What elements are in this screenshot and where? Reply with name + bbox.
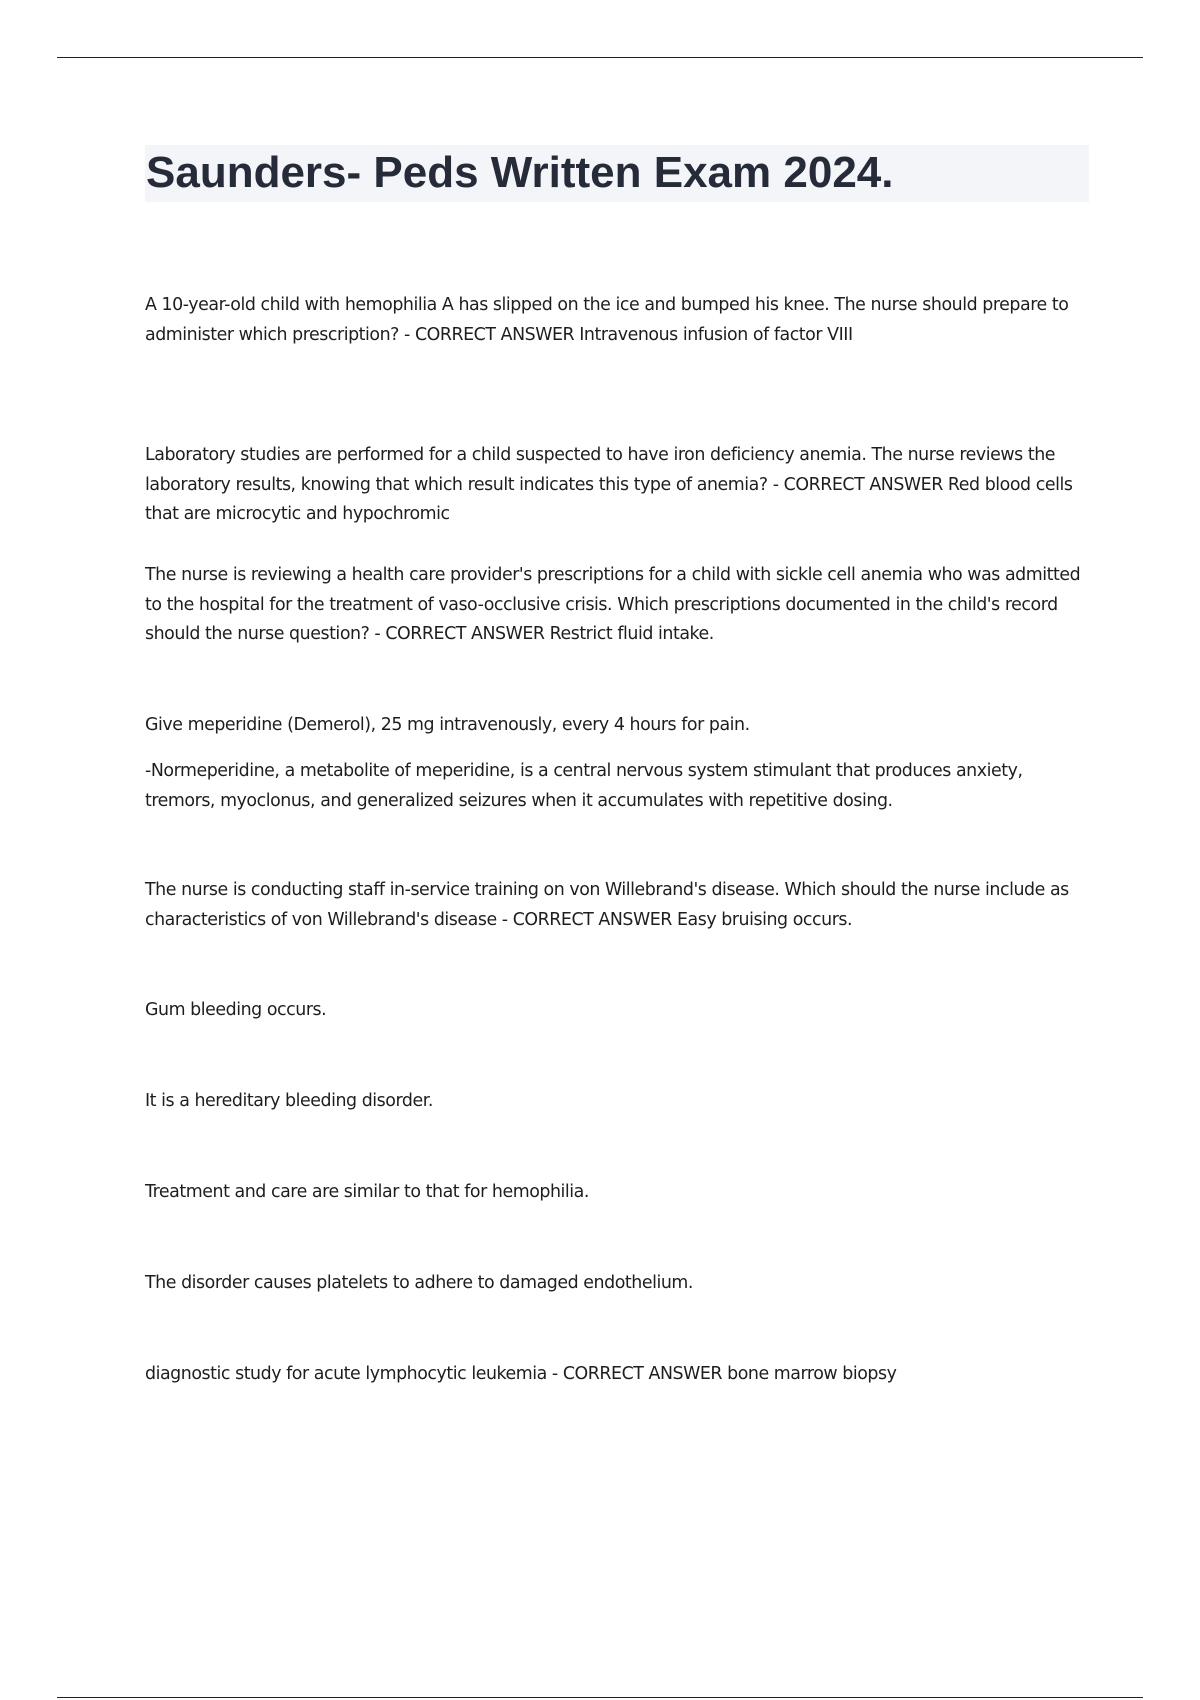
paragraph: Treatment and care are similar to that for hemophilia.	[145, 1182, 589, 1202]
paragraph: The disorder causes platelets to adhere to damaged endothelium.	[145, 1273, 694, 1293]
paragraph: Laboratory studies are performed for a child suspected to have iron deficiency anemia. The nurse reviews the laboratory results, knowing that which result indicates this type of anemia? - CORRECT ANSWER Red blood cells that are microcytic and hypochromic	[145, 445, 1073, 524]
document-title: Saunders- Peds Written Exam 2024.	[146, 148, 894, 197]
bottom-divider	[57, 1697, 1143, 1698]
top-divider	[57, 57, 1143, 58]
paragraph: The nurse is conducting staff in-service training on von Willebrand's disease. Which should the nurse include as characteristics of von Willebrand's disease - CORRECT ANSWER Easy bruising occurs.	[145, 880, 1069, 930]
paragraph: Gum bleeding occurs.	[145, 1000, 327, 1020]
paragraph: A 10-year-old child with hemophilia A has slipped on the ice and bumped his knee. The nurse should prepare to administer which prescription? - CORRECT ANSWER Intravenous infusion of factor VIII	[145, 295, 1069, 345]
paragraph: Give meperidine (Demerol), 25 mg intravenously, every 4 hours for pain.	[145, 715, 750, 735]
paragraph: -Normeperidine, a metabolite of meperidine, is a central nervous system stimulant that produces anxiety, tremors, myoclonus, and generalized seizures when it accumulates with repetitive dosing.	[145, 761, 1023, 811]
paragraph: The nurse is reviewing a health care provider's prescriptions for a child with sickle cell anemia who was admitted to the hospital for the treatment of vaso-occlusive crisis. Which prescriptions documented in the child's record should the nurse question? - CORRECT ANSWER Restrict fluid intake.	[145, 565, 1081, 644]
paragraph: diagnostic study for acute lymphocytic leukemia - CORRECT ANSWER bone marrow biopsy	[145, 1364, 897, 1384]
paragraph: It is a hereditary bleeding disorder.	[145, 1091, 433, 1111]
